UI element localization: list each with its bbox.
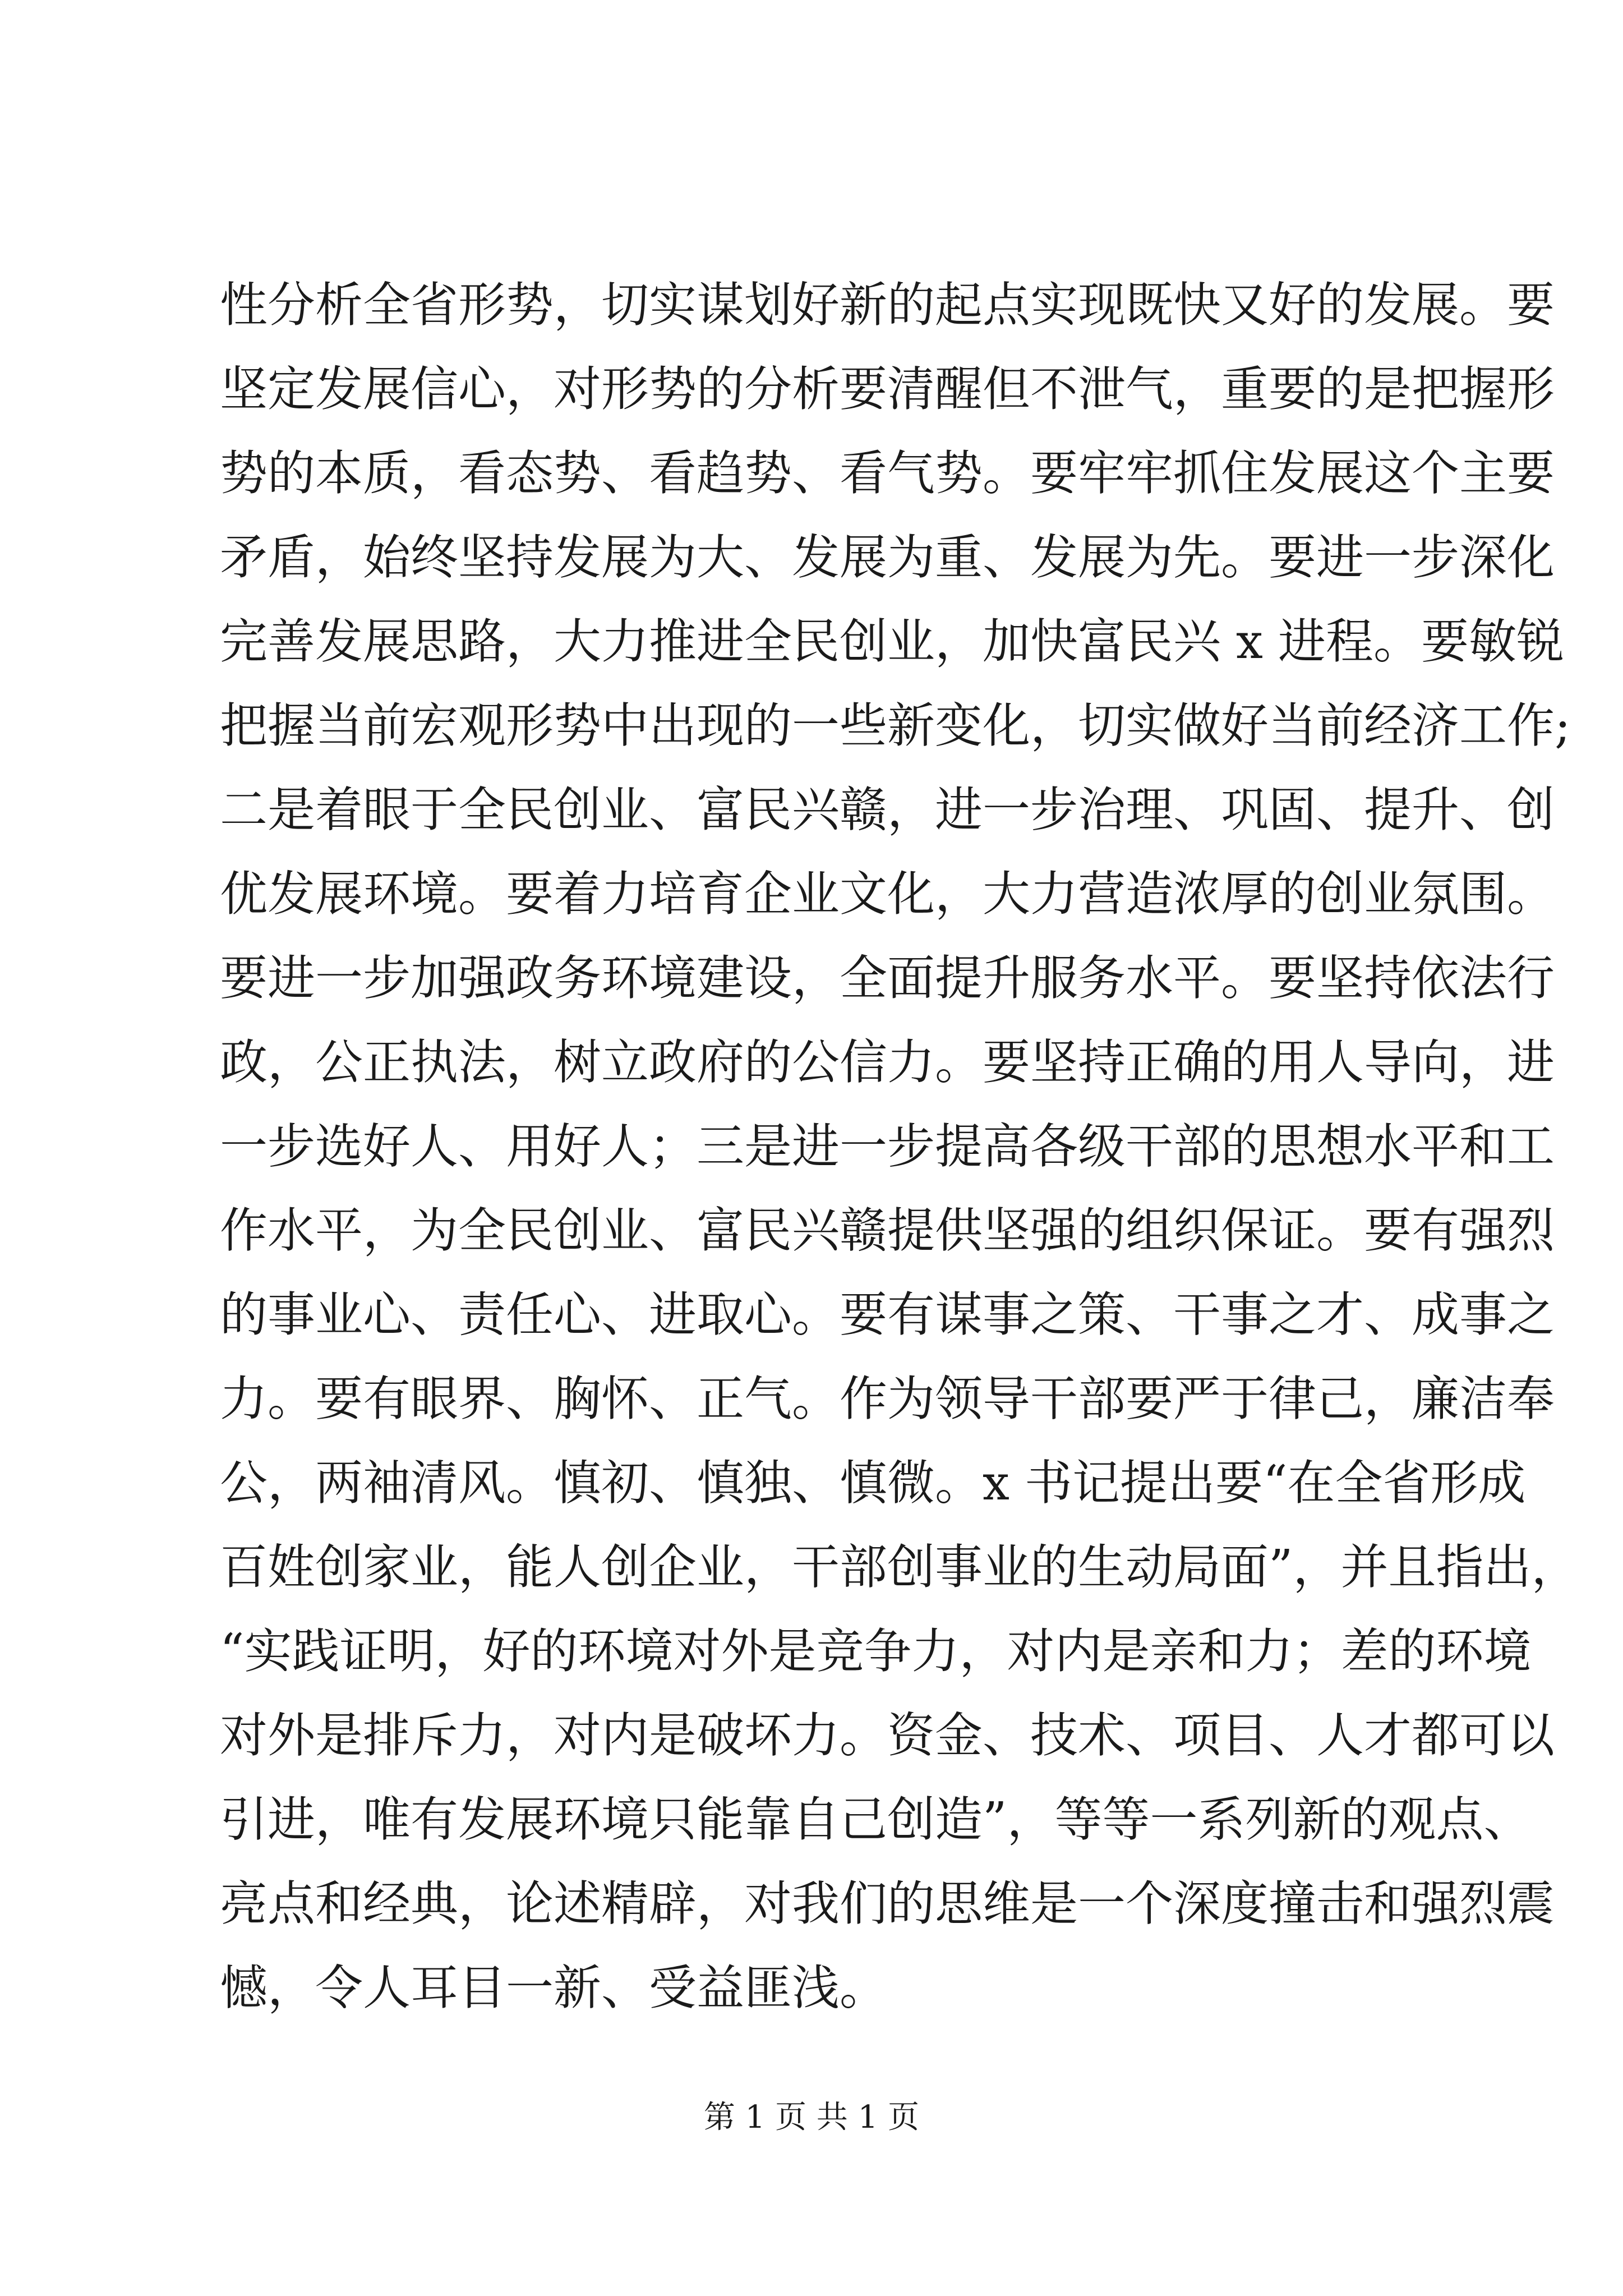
text-line: 坚定发展信心，对形势的分析要清醒但不泄气，重要的是把握形 <box>220 362 1555 417</box>
text-line: 性分析全省形势，切实谋划好新的起点实现既快又好的发展。要 <box>220 278 1555 333</box>
text-line: 要进一步加强政务环境建设，全面提升服务水平。要坚持依法行 <box>220 951 1555 1006</box>
text-line: 作水平，为全民创业、富民兴赣提供坚强的组织保证。要有强烈 <box>220 1203 1555 1259</box>
text-line: 政，公正执法，树立政府的公信力。要坚持正确的用人导向，进 <box>220 1035 1555 1091</box>
text-line: 二是着眼于全民创业、富民兴赣，进一步治理、巩固、提升、创 <box>220 783 1555 838</box>
text-line: 完善发展思路，大力推进全民创业，加快富民兴 x 进程。要敏锐 <box>220 614 1564 670</box>
text-line: 优发展环境。要着力培育企业文化，大力营造浓厚的创业氛围。 <box>220 867 1555 922</box>
text-line: 势的本质，看态势、看趋势、看气势。要牢牢抓住发展这个主要 <box>220 446 1555 501</box>
text-line: 把握当前宏观形势中出现的一些新变化，切实做好当前经济工作; <box>220 698 1571 754</box>
text-line: 一步选好人、用好人；三是进一步提高各级干部的思想水平和工 <box>220 1119 1555 1175</box>
body-text <box>220 264 1579 2031</box>
text-line: 引进，唯有发展环境只能靠自己创造”，等等一系列新的观点、 <box>220 1792 1532 1848</box>
text-line: 矛盾，始终坚持发展为大、发展为重、发展为先。要进一步深化 <box>220 530 1555 586</box>
text-line: 对外是排斥力，对内是破坏力。资金、技术、项目、人才都可以 <box>220 1708 1555 1764</box>
text-line: 亮点和经典，论述精辟，对我们的思维是一个深度撞击和强烈震 <box>220 1876 1555 1932</box>
text-line: 的事业心、责任心、进取心。要有谋事之策、干事之才、成事之 <box>220 1287 1555 1343</box>
page-number-footer: 第 1 页 共 1 页 <box>703 2099 920 2136</box>
text-line: 力。要有眼界、胸怀、正气。作为领导干部要严于律己，廉洁奉 <box>220 1372 1555 1427</box>
text-line: 憾，令人耳目一新、受益匪浅。 <box>220 1961 888 2016</box>
text-line: 公，两袖清风。慎初、慎独、慎微。x 书记提出要“在全省形成 <box>220 1456 1526 1511</box>
text-line: 百姓创家业，能人创企业，干部创事业的生动局面”，并且指出， <box>220 1540 1579 1595</box>
text-line: “实践证明，好的环境对外是竞争力，对内是亲和力；差的环境 <box>220 1624 1532 1680</box>
